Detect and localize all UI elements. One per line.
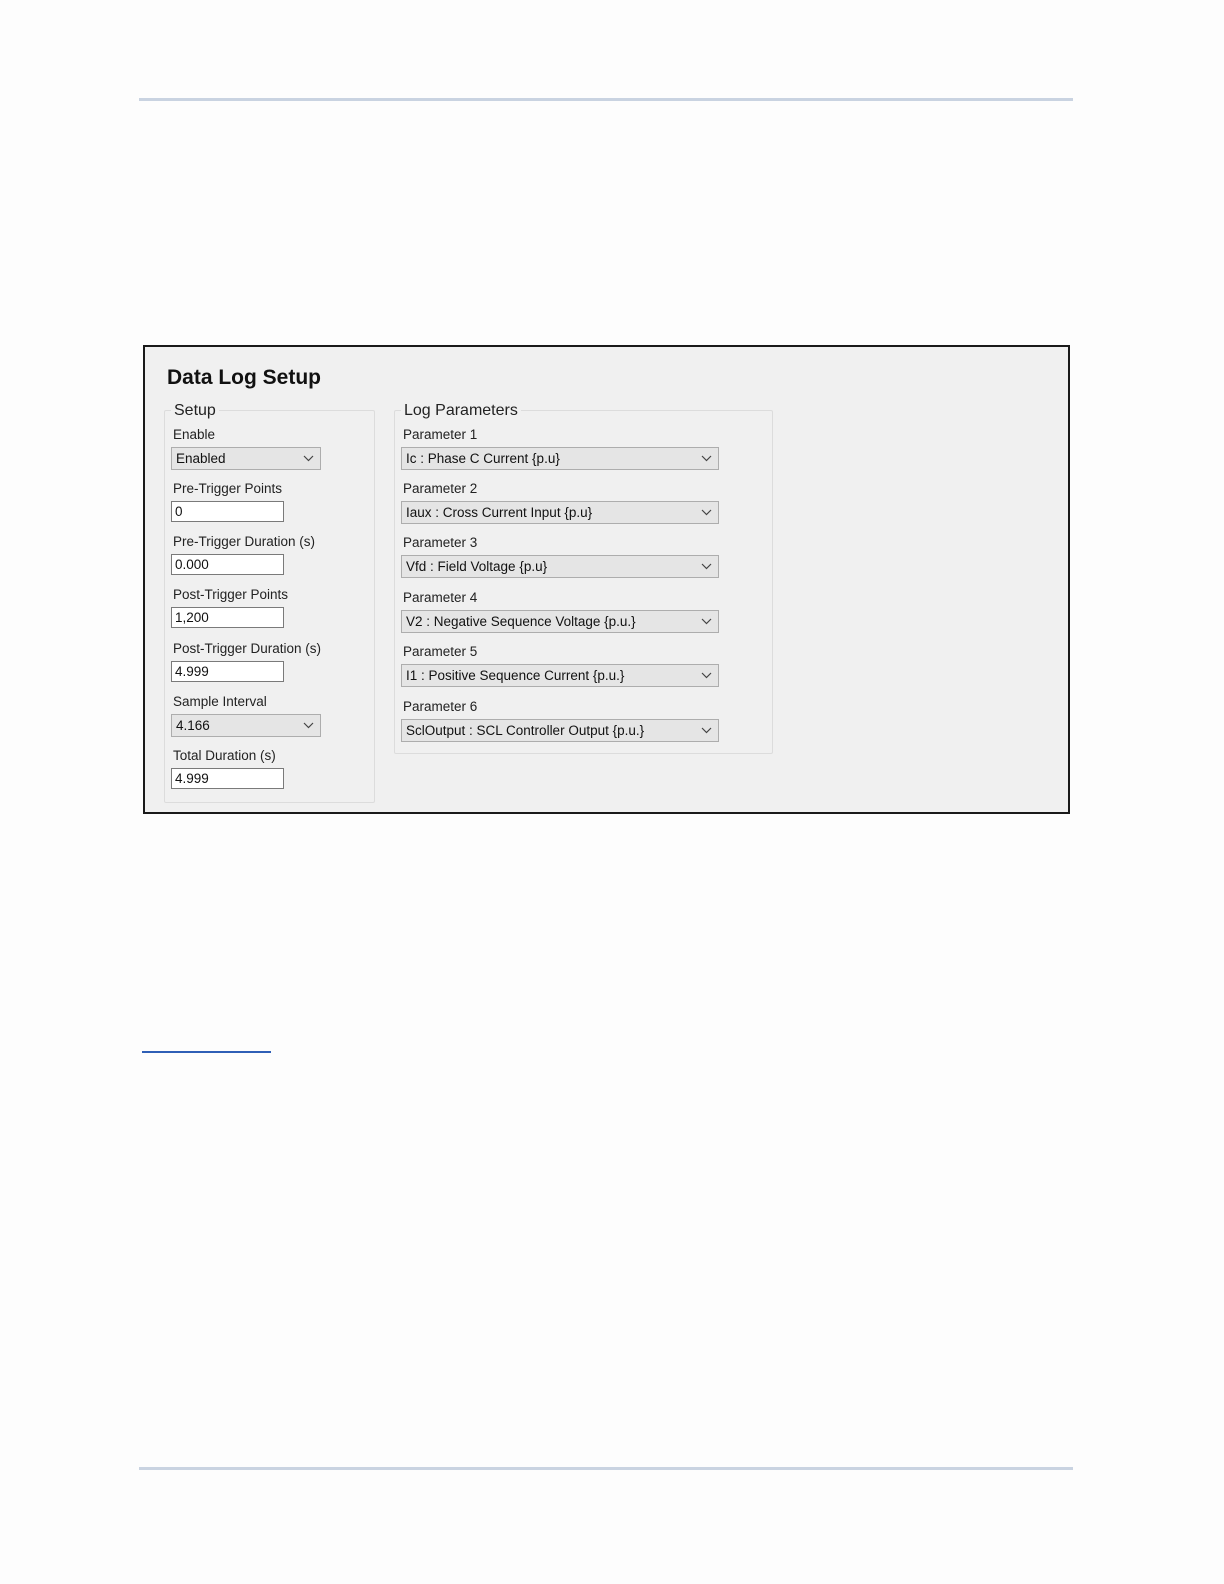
chevron-down-icon bbox=[701, 453, 712, 464]
post-trigger-duration-input[interactable]: 4.999 bbox=[171, 661, 284, 682]
post-trigger-duration-label: Post-Trigger Duration (s) bbox=[173, 641, 322, 656]
parameter-1-value: Ic : Phase C Current {p.u} bbox=[406, 451, 560, 466]
chevron-down-icon bbox=[303, 453, 314, 464]
post-trigger-points-input[interactable]: 1,200 bbox=[171, 607, 284, 628]
parameter-4-value: V2 : Negative Sequence Voltage {p.u.} bbox=[406, 614, 636, 629]
parameter-1-label: Parameter 1 bbox=[403, 427, 478, 442]
log-parameters-group bbox=[394, 402, 773, 754]
parameter-5-label: Parameter 5 bbox=[403, 644, 478, 659]
panel-title: Data Log Setup bbox=[167, 366, 322, 389]
parameter-2-dropdown[interactable] bbox=[401, 501, 719, 524]
parameter-2-label: Parameter 2 bbox=[403, 481, 478, 496]
parameter-3-dropdown[interactable] bbox=[401, 555, 719, 578]
pre-trigger-duration-input[interactable]: 0.000 bbox=[171, 554, 284, 575]
setup-group bbox=[164, 402, 375, 803]
pre-trigger-points-label: Pre-Trigger Points bbox=[173, 481, 283, 496]
parameter-6-value: SclOutput : SCL Controller Output {p.u.} bbox=[406, 723, 645, 738]
sample-interval-dropdown[interactable] bbox=[171, 714, 321, 737]
parameter-3-value: Vfd : Field Voltage {p.u} bbox=[406, 559, 548, 574]
sample-interval-label: Sample Interval bbox=[173, 694, 267, 709]
enable-label: Enable bbox=[173, 427, 216, 442]
enable-value: Enabled bbox=[176, 451, 226, 466]
header-rule bbox=[139, 98, 1073, 101]
setup-legend: Setup bbox=[171, 402, 219, 420]
parameter-4-dropdown[interactable] bbox=[401, 610, 719, 633]
chevron-down-icon bbox=[701, 561, 712, 572]
total-duration-input[interactable]: 4.999 bbox=[171, 768, 284, 789]
parameter-2-value: Iaux : Cross Current Input {p.u} bbox=[406, 505, 593, 520]
footer-rule bbox=[139, 1467, 1073, 1470]
chevron-down-icon bbox=[701, 507, 712, 518]
sample-interval-value: 4.166 bbox=[176, 718, 210, 733]
parameter-5-dropdown[interactable] bbox=[401, 664, 719, 687]
parameter-3-label: Parameter 3 bbox=[403, 535, 478, 550]
enable-dropdown[interactable] bbox=[171, 447, 321, 470]
total-duration-label: Total Duration (s) bbox=[173, 748, 276, 763]
parameter-1-dropdown[interactable] bbox=[401, 447, 719, 470]
parameter-6-label: Parameter 6 bbox=[403, 699, 478, 714]
parameter-6-dropdown[interactable] bbox=[401, 719, 719, 742]
pre-trigger-points-input[interactable]: 0 bbox=[171, 501, 284, 522]
chevron-down-icon bbox=[701, 616, 712, 627]
chevron-down-icon bbox=[701, 670, 712, 681]
chevron-down-icon bbox=[303, 720, 314, 731]
chevron-down-icon bbox=[701, 725, 712, 736]
hyperlink-underline[interactable] bbox=[142, 1051, 271, 1053]
parameter-5-value: I1 : Positive Sequence Current {p.u.} bbox=[406, 668, 625, 683]
log-parameters-legend: Log Parameters bbox=[401, 402, 521, 420]
parameter-4-label: Parameter 4 bbox=[403, 590, 478, 605]
pre-trigger-duration-label: Pre-Trigger Duration (s) bbox=[173, 534, 316, 549]
post-trigger-points-label: Post-Trigger Points bbox=[173, 587, 289, 602]
data-log-setup-screenshot bbox=[143, 345, 1070, 814]
